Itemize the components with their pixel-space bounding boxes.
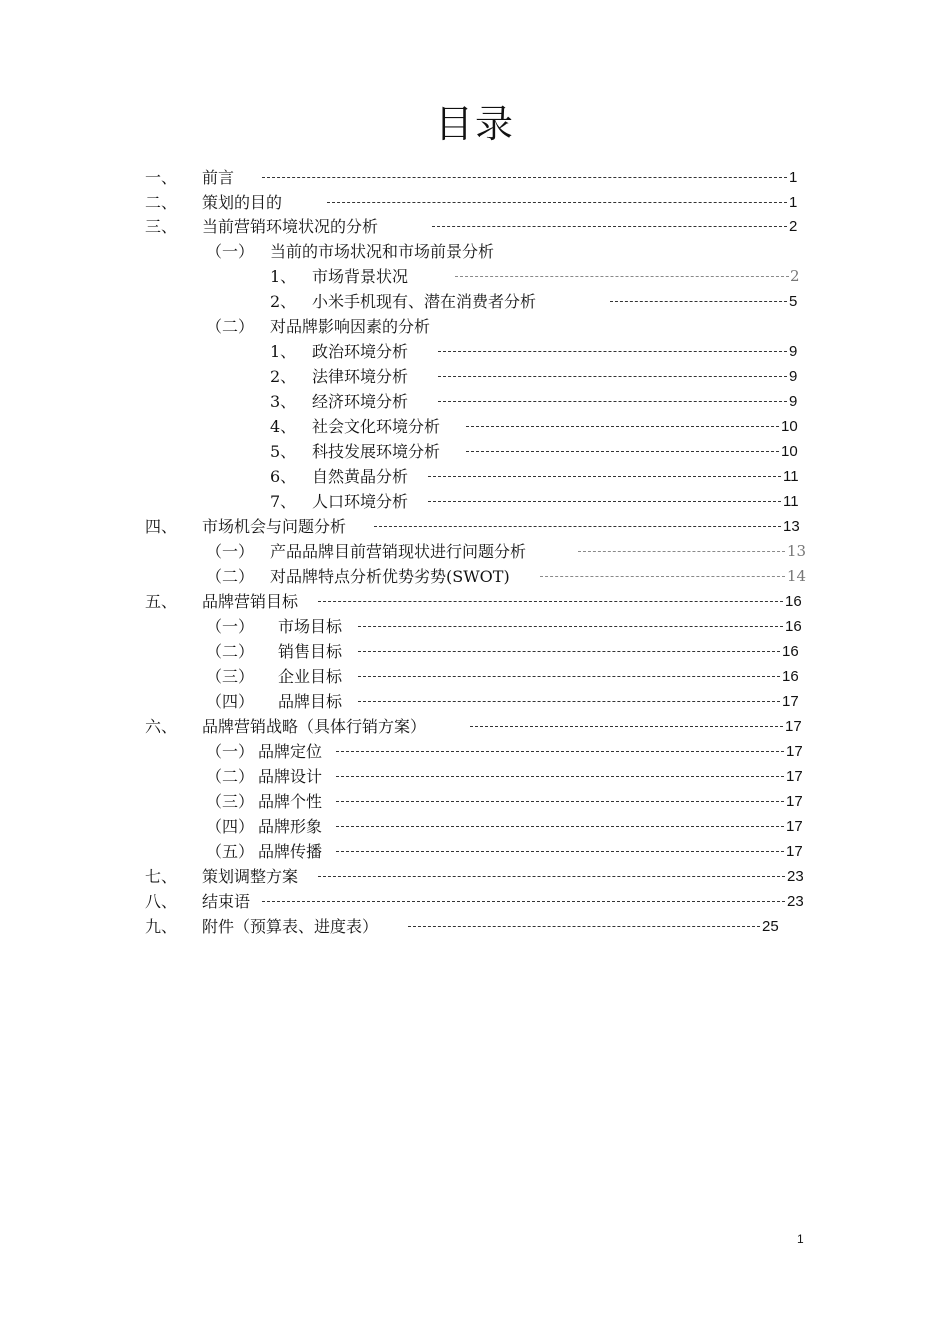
- page-title: 目录: [434, 102, 515, 146]
- toc-entry[interactable]: [0, 889, 950, 914]
- toc-entry-title: 社会文化环境分析: [312, 417, 441, 436]
- toc-entry-title: 当前的市场状况和市场前景分析: [270, 242, 495, 261]
- toc-entry[interactable]: [0, 489, 950, 514]
- toc-entry-title: 小米手机现有、潜在消费者分析: [312, 292, 537, 311]
- toc-entry-page: 1: [789, 169, 798, 186]
- toc-entry-number: 2、: [270, 292, 297, 311]
- toc-entry-number: （一）: [206, 617, 255, 636]
- toc-entry-page: 16: [785, 593, 802, 610]
- toc-entry-number: 七、: [145, 867, 178, 886]
- toc-dot-leader: [336, 851, 784, 852]
- toc-dot-leader: [466, 451, 779, 452]
- toc-entry[interactable]: [0, 239, 950, 264]
- toc-entry[interactable]: [0, 914, 950, 939]
- toc-entry-page: 17: [785, 718, 802, 735]
- toc-dot-leader: [428, 501, 781, 502]
- toc-dot-leader: [438, 376, 787, 377]
- toc-entry-page: 13: [783, 518, 800, 535]
- toc-entry-number: 4、: [270, 417, 297, 436]
- toc-entry-page: 10: [781, 443, 798, 460]
- toc-entry-number: 1、: [270, 267, 297, 286]
- toc-entry-title: 科技发展环境分析: [312, 442, 441, 461]
- toc-entry[interactable]: [0, 539, 950, 564]
- toc-entry-page: 17: [786, 768, 803, 785]
- toc-entry[interactable]: [0, 289, 950, 314]
- toc-entry-number: 2、: [270, 367, 297, 386]
- toc-entry-number: （一）: [206, 742, 255, 761]
- toc-entry-page: 2: [789, 218, 798, 235]
- toc-entry-number: 7、: [270, 492, 297, 511]
- toc-entry-number: 九、: [145, 917, 178, 936]
- toc-entry[interactable]: [0, 814, 950, 839]
- toc-entry-number: （三）: [206, 667, 255, 686]
- toc-entry[interactable]: [0, 864, 950, 889]
- toc-entry[interactable]: [0, 714, 950, 739]
- toc-entry-page: 17: [786, 793, 803, 810]
- toc-entry-title: 人口环境分析: [312, 492, 409, 511]
- toc-entry-number: 5、: [270, 442, 297, 461]
- toc-entry-number: 五、: [145, 592, 178, 611]
- toc-entry-number: （三）: [206, 792, 255, 811]
- toc-dot-leader: [336, 751, 784, 752]
- toc-entry-title: 附件（预算表、进度表）: [202, 917, 379, 936]
- toc-entry-title: 政治环境分析: [312, 342, 409, 361]
- toc-entry[interactable]: [0, 589, 950, 614]
- toc-entry[interactable]: [0, 639, 950, 664]
- toc-entry-page: 1: [789, 194, 798, 211]
- toc-dot-leader: [438, 401, 787, 402]
- toc-entry-page: 11: [783, 493, 799, 510]
- toc-dot-leader: [336, 801, 784, 802]
- toc-dot-leader: [358, 626, 783, 627]
- toc-entry-page: 16: [782, 643, 799, 660]
- toc-entry-number: （四）: [206, 692, 255, 711]
- toc-dot-leader: [262, 901, 785, 902]
- toc-dot-leader: [358, 701, 780, 702]
- toc-entry-page: 25: [762, 918, 779, 935]
- page-number: 1: [797, 1232, 804, 1246]
- toc-dot-leader: [438, 351, 787, 352]
- toc-entry[interactable]: [0, 165, 950, 190]
- toc-entry-title: 品牌形象: [258, 817, 323, 836]
- toc-entry-title: 企业目标: [278, 667, 343, 686]
- toc-entry-title: 销售目标: [278, 642, 343, 661]
- toc-entry-number: 3、: [270, 392, 297, 411]
- toc-entry-title: 品牌营销目标: [202, 592, 299, 611]
- toc-entry[interactable]: [0, 439, 950, 464]
- toc-entry-page: 17: [786, 818, 803, 835]
- toc-entry-page: 16: [782, 668, 799, 685]
- toc-dot-leader: [336, 826, 784, 827]
- toc-dot-leader: [374, 526, 781, 527]
- toc-entry-title: 策划的目的: [202, 193, 283, 212]
- toc-entry[interactable]: [0, 564, 950, 589]
- toc-dot-leader: [318, 601, 783, 602]
- toc-dot-leader: [358, 676, 780, 677]
- toc-entry-number: 四、: [145, 517, 178, 536]
- toc-entry-title: 当前营销环境状况的分析: [202, 217, 379, 236]
- toc-entry[interactable]: [0, 664, 950, 689]
- toc-entry-number: （一）: [206, 242, 255, 261]
- toc-entry[interactable]: [0, 314, 950, 339]
- toc-entry-title: 经济环境分析: [312, 392, 409, 411]
- toc-entry[interactable]: [0, 364, 950, 389]
- toc-entry-number: （五）: [206, 842, 255, 861]
- toc-entry[interactable]: [0, 839, 950, 864]
- toc-entry[interactable]: [0, 389, 950, 414]
- toc-entry-title: 品牌定位: [258, 742, 323, 761]
- toc-entry-title: 结束语: [202, 892, 251, 911]
- toc-entry-title: 产品品牌目前营销现状进行问题分析: [270, 542, 527, 561]
- toc-entry-page: 9: [789, 368, 798, 385]
- toc-dot-leader: [470, 726, 783, 727]
- toc-dot-leader: [455, 276, 789, 277]
- toc-entry-number: （四）: [206, 817, 255, 836]
- toc-dot-leader: [262, 177, 787, 178]
- toc-entry[interactable]: [0, 464, 950, 489]
- toc-entry-number: 6、: [270, 467, 297, 486]
- toc-entry-number: （一）: [206, 542, 255, 561]
- toc-entry-page: 17: [786, 743, 803, 760]
- toc-entry-title: 前言: [202, 168, 235, 187]
- toc-entry-number: 二、: [145, 193, 178, 212]
- toc-entry-page: 9: [789, 343, 798, 360]
- toc-entry-title: 品牌个性: [258, 792, 323, 811]
- toc-entry-number: 1、: [270, 342, 297, 361]
- toc-entry-page: 13: [787, 542, 807, 560]
- toc-entry-title: 品牌目标: [278, 692, 343, 711]
- toc-entry-page: 23: [787, 868, 804, 885]
- toc-dot-leader: [408, 926, 760, 927]
- toc-entry-page: 2: [790, 267, 800, 285]
- toc-entry-title: 市场目标: [278, 617, 343, 636]
- toc-entry[interactable]: [0, 414, 950, 439]
- toc-entry[interactable]: [0, 614, 950, 639]
- toc-entry-number: 六、: [145, 717, 178, 736]
- toc-entry-page: 16: [785, 618, 802, 635]
- toc-entry[interactable]: [0, 514, 950, 539]
- toc-entry-page: 17: [786, 843, 803, 860]
- toc-entry[interactable]: [0, 264, 950, 289]
- toc-entry-page: 23: [787, 893, 804, 910]
- toc-entry-title: 市场背景状况: [312, 267, 409, 286]
- toc-entry[interactable]: [0, 190, 950, 215]
- toc-dot-leader: [432, 226, 787, 227]
- toc-entry-title: 品牌设计: [258, 767, 323, 786]
- toc-entry-page: 11: [783, 468, 799, 485]
- toc-entry-title: 策划调整方案: [202, 867, 299, 886]
- toc-entry-number: （二）: [206, 642, 255, 661]
- toc-entry-page: 17: [782, 693, 799, 710]
- toc-dot-leader: [540, 576, 785, 577]
- toc-dot-leader: [358, 651, 780, 652]
- toc-entry-number: （二）: [206, 767, 255, 786]
- toc-dot-leader: [336, 776, 784, 777]
- toc-entry-number: （二）: [206, 567, 255, 586]
- toc-dot-leader: [327, 202, 787, 203]
- toc-entry-page: 10: [781, 418, 798, 435]
- toc-entry-title: 品牌传播: [258, 842, 323, 861]
- toc-dot-leader: [610, 301, 787, 302]
- toc-entry-title: 品牌营销战略（具体行销方案）: [202, 717, 427, 736]
- toc-entry-number: （二）: [206, 317, 255, 336]
- toc-entry-title: 市场机会与问题分析: [202, 517, 347, 536]
- toc-dot-leader: [466, 426, 779, 427]
- toc-entry-number: 八、: [145, 892, 178, 911]
- toc-entry-page: 14: [787, 567, 807, 585]
- toc-dot-leader: [428, 476, 781, 477]
- toc-entry-title: 自然黄晶分析: [312, 467, 409, 486]
- toc-dot-leader: [578, 551, 785, 552]
- toc-entry-number: 三、: [145, 217, 178, 236]
- toc-entry-page: 9: [789, 393, 798, 410]
- toc-entry-number: 一、: [145, 168, 178, 187]
- toc-entry[interactable]: [0, 339, 950, 364]
- toc-entry[interactable]: [0, 764, 950, 789]
- toc-entry-page: 5: [789, 293, 798, 310]
- toc-entry[interactable]: [0, 739, 950, 764]
- toc-entry[interactable]: [0, 689, 950, 714]
- toc-entry[interactable]: [0, 789, 950, 814]
- toc-entry-title: 对品牌影响因素的分析: [270, 317, 431, 336]
- toc-dot-leader: [318, 876, 785, 877]
- toc-entry-title: 对品牌特点分析优势劣势(SWOT): [270, 567, 510, 586]
- toc-entry[interactable]: [0, 214, 950, 239]
- toc-entry-title: 法律环境分析: [312, 367, 409, 386]
